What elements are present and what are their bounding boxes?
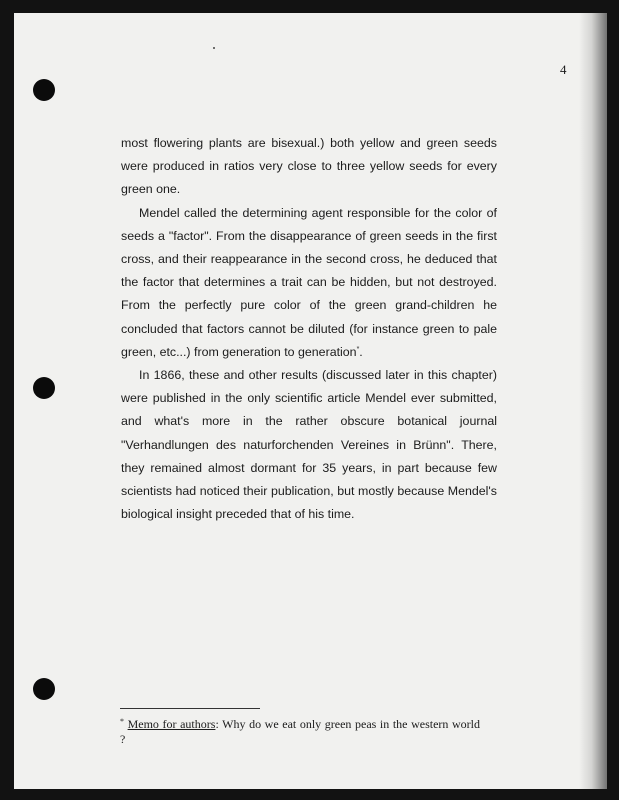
footnote-marker: * — [120, 717, 124, 726]
footnote-text: : Why do we eat only green peas in the western world ? — [120, 717, 480, 746]
page-number: 4 — [560, 62, 567, 77]
binder-hole-top — [33, 79, 55, 101]
footnote-rule — [120, 708, 260, 709]
paragraph-3: In 1866, these and other results (discussed later in this chapter) were published in the only scientific article Mendel ever submitted, and what's more in the rather obscure botanical journal "Verhandlungen des naturforchenden Vereines in Brünn". There, they remained almost dormant for 35 years, in part because few scientists had noticed their publication, but mostly because Mendel's biological insight preceded that of his time. — [121, 368, 497, 522]
document-page — [14, 13, 607, 789]
body-text — [121, 132, 497, 526]
footnote — [120, 714, 480, 747]
paragraph-2 — [121, 202, 497, 364]
paragraph-1: most flowering plants are bisexual.) both yellow and green seeds were produced in ratios very close to three yellow seeds for every green one. — [121, 136, 497, 197]
binder-hole-bottom — [33, 678, 55, 700]
paragraph-2-text: Mendel called the determining agent responsible for the color of seeds a "factor". From the disappearance of green seeds in the first cross, and their reappearance in the second cross, he deduced that the factor that determines a trait can be hidden, but not destroyed. From the perfectly pure color of the green grand-children he concluded that factors cannot be diluted (for instance green to pale green, etc...) from generation to generation — [121, 205, 497, 359]
binder-hole-middle — [33, 377, 55, 399]
paragraph-2-end: . — [359, 344, 363, 359]
footnote-label: Memo for authors — [127, 717, 216, 731]
footnote-reference: * — [356, 345, 360, 353]
scan-speck — [213, 47, 215, 49]
page-edge-shadow — [579, 13, 607, 789]
